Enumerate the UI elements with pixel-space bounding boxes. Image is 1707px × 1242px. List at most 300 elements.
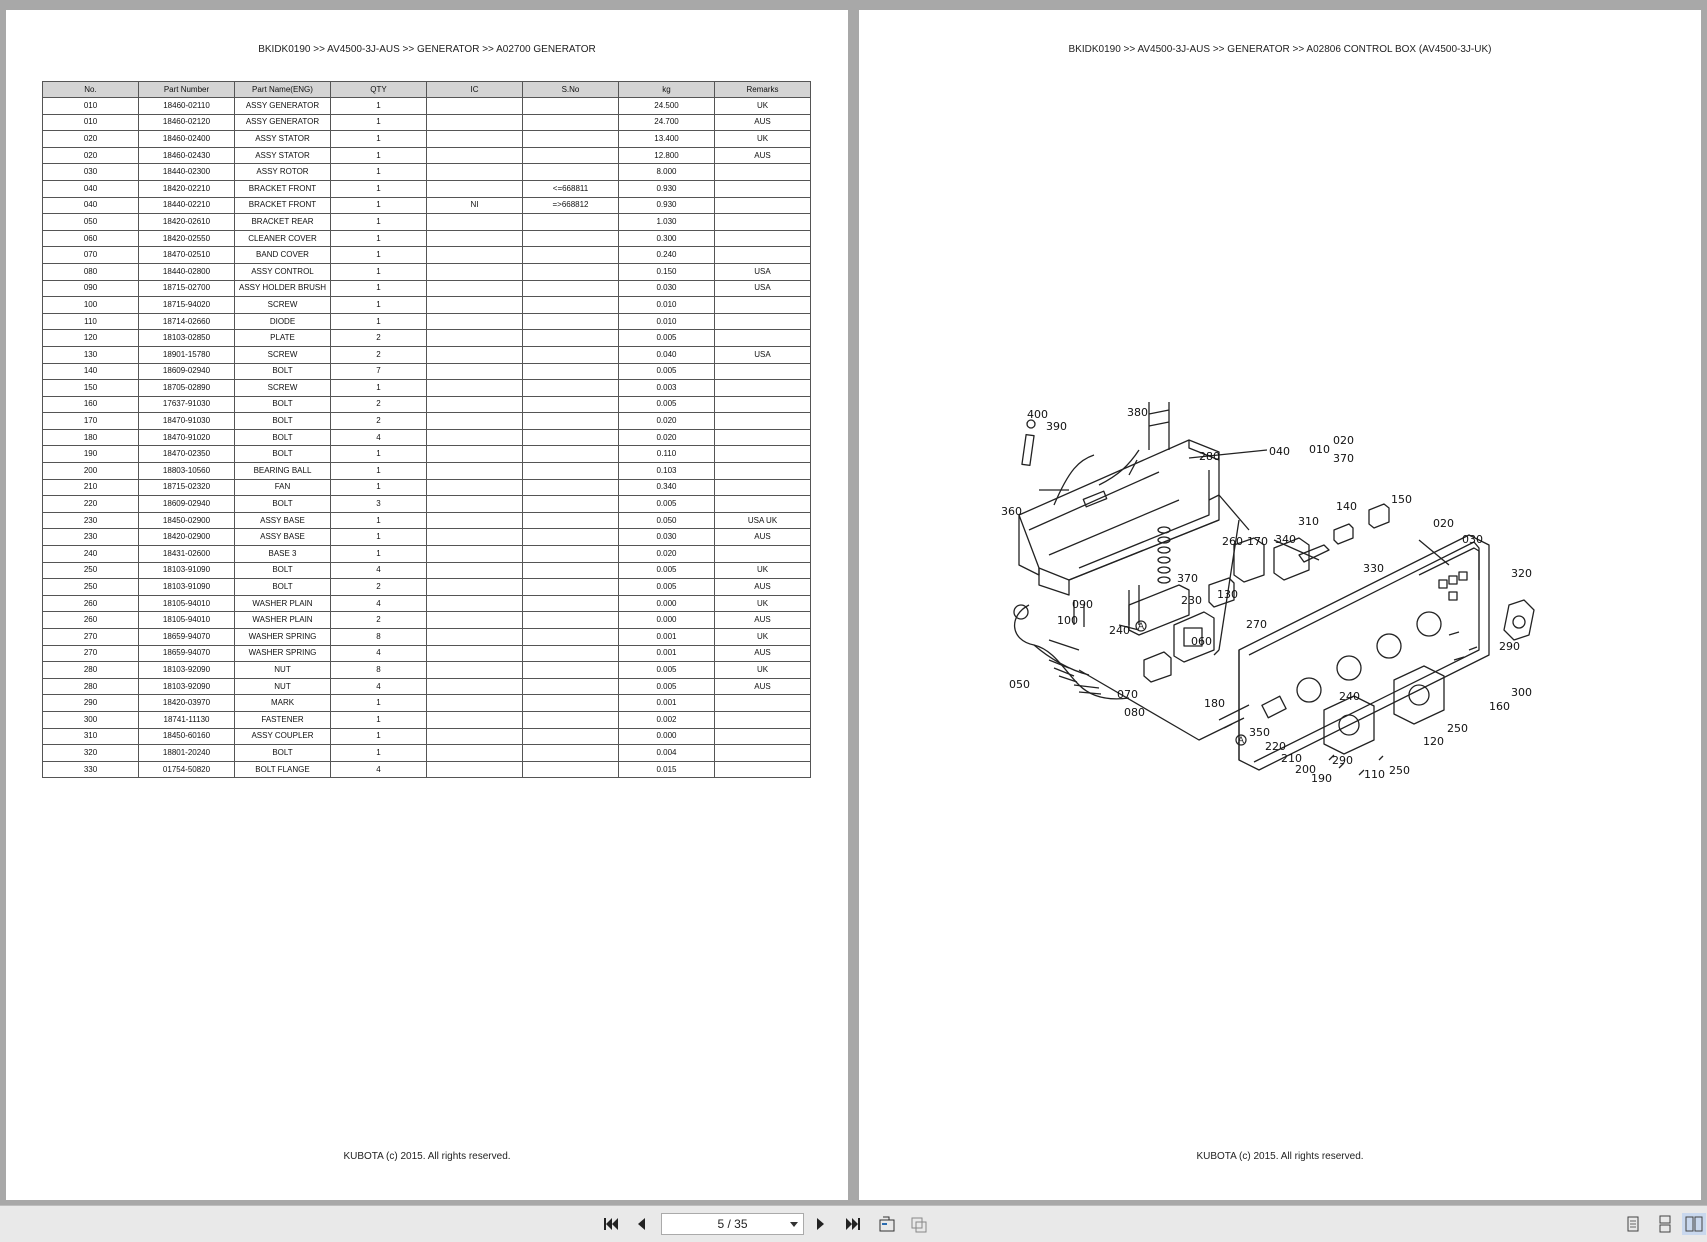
fit-width-icon [909,1215,929,1233]
table-cell: PLATE [235,330,331,347]
table-row [43,214,811,231]
table-cell: AUS [715,529,811,546]
table-cell [427,147,523,164]
table-cell [715,761,811,778]
table-cell: CLEANER COVER [235,230,331,247]
table-cell: 280 [43,678,139,695]
table-cell: 0.240 [619,247,715,264]
table-cell: BOLT [235,363,331,380]
table-cell: 18105-94010 [139,612,235,629]
table-cell [523,313,619,330]
table-cell [427,214,523,231]
table-row [43,629,811,646]
table-cell: 18420-02550 [139,230,235,247]
table-cell: 230 [43,529,139,546]
column-header: kg [619,82,715,98]
callout-label: 190 [1311,772,1332,785]
table-cell: 0.002 [619,711,715,728]
table-cell: BASE 3 [235,546,331,563]
callout-label: 400 [1027,408,1048,421]
table-cell [427,429,523,446]
callout-label: 360 [1001,505,1022,518]
table-cell: 080 [43,263,139,280]
table-cell: DIODE [235,313,331,330]
table-cell: BRACKET REAR [235,214,331,231]
table-cell [523,761,619,778]
table-cell [427,114,523,131]
table-cell: 2 [331,413,427,430]
table-cell: 060 [43,230,139,247]
table-cell: 18715-02320 [139,479,235,496]
callout-label: 060 [1191,635,1212,648]
table-cell: 18450-02900 [139,512,235,529]
callout-label: 350 [1249,726,1270,739]
table-cell: 0.005 [619,678,715,695]
table-cell: 4 [331,595,427,612]
table-cell: SCREW [235,346,331,363]
table-cell: 4 [331,429,427,446]
table-cell: 0.930 [619,180,715,197]
table-cell: 140 [43,363,139,380]
table-cell [427,612,523,629]
table-cell: 0.300 [619,230,715,247]
table-cell: 1 [331,546,427,563]
table-cell: 260 [43,595,139,612]
table-cell: 1 [331,728,427,745]
table-cell: BAND COVER [235,247,331,264]
table-cell [715,496,811,513]
table-cell: BOLT [235,429,331,446]
table-cell: UK [715,629,811,646]
table-cell [523,98,619,115]
table-cell [715,180,811,197]
callout-label: 240 [1109,624,1130,637]
table-cell [427,579,523,596]
callout-label: 050 [1009,678,1030,691]
table-cell [715,479,811,496]
callout-label: 330 [1363,562,1384,575]
table-cell: 18431-02600 [139,546,235,563]
table-cell: ASSY HOLDER BRUSH [235,280,331,297]
table-cell: 18420-03970 [139,695,235,712]
table-cell [523,629,619,646]
last-page-icon [844,1216,862,1232]
table-cell: 1 [331,745,427,762]
table-cell [523,695,619,712]
table-row [43,761,811,778]
callout-label: 210 [1281,752,1302,765]
column-header: No. [43,82,139,98]
continuous-view-button[interactable] [1654,1213,1676,1235]
table-cell: WASHER PLAIN [235,595,331,612]
callout-label: 240 [1339,690,1360,703]
table-cell: 18105-94010 [139,595,235,612]
column-header: QTY [331,82,427,98]
table-cell [427,230,523,247]
table-cell: 0.001 [619,695,715,712]
table-row [43,728,811,745]
table-row [43,429,811,446]
table-cell [715,197,811,214]
table-cell: 1 [331,529,427,546]
fit-width-button[interactable] [908,1213,930,1235]
table-cell: 24.700 [619,114,715,131]
table-cell [427,463,523,480]
table-cell [523,678,619,695]
continuous-page-icon [1657,1215,1673,1233]
table-cell [427,728,523,745]
table-cell: 18470-91020 [139,429,235,446]
table-cell: FASTENER [235,711,331,728]
parts-table [42,81,811,778]
table-cell: 0.000 [619,728,715,745]
table-cell: 170 [43,413,139,430]
callout-label: 180 [1204,697,1225,710]
table-cell: 1 [331,164,427,181]
table-cell: UK [715,131,811,148]
table-cell: 020 [43,147,139,164]
table-cell: 1 [331,214,427,231]
table-cell: 270 [43,645,139,662]
table-cell [523,595,619,612]
table-cell [523,612,619,629]
table-cell: 040 [43,180,139,197]
table-cell: 0.020 [619,546,715,563]
next-page-button[interactable] [810,1213,832,1235]
table-cell: 040 [43,197,139,214]
table-cell [523,711,619,728]
table-cell: FAN [235,479,331,496]
table-cell: 2 [331,612,427,629]
table-cell: MARK [235,695,331,712]
document-page-left [6,10,848,1200]
table-cell: NUT [235,662,331,679]
callout-label: 140 [1336,500,1357,513]
table-cell: 130 [43,346,139,363]
callout-label: 170 [1247,535,1268,548]
callout-label: 040 [1269,445,1290,458]
viewer-toolbar [0,1205,1707,1242]
table-cell: ASSY STATOR [235,147,331,164]
callout-label: 010 [1309,443,1330,456]
table-row [43,678,811,695]
table-cell [523,214,619,231]
table-cell [427,662,523,679]
page-indicator: 5 / 35 [717,1217,748,1231]
table-cell [523,280,619,297]
table-cell [523,446,619,463]
callout-label: 270 [1246,618,1267,631]
table-cell: 0.010 [619,313,715,330]
copyright-footer: KUBOTA (c) 2015. All rights reserved. [1196,1151,1364,1162]
table-cell: 2 [331,346,427,363]
callout-label: 160 [1489,700,1510,713]
table-row [43,363,811,380]
table-cell: 250 [43,562,139,579]
table-cell [715,711,811,728]
table-cell: NUT [235,678,331,695]
table-cell: 18460-02110 [139,98,235,115]
table-cell: 18460-02120 [139,114,235,131]
table-cell: 0.103 [619,463,715,480]
table-cell: 7 [331,363,427,380]
table-cell: 18460-02400 [139,131,235,148]
single-page-view-button[interactable] [1622,1213,1644,1235]
callout-label: 220 [1265,740,1286,753]
table-cell [715,463,811,480]
table-cell: 0.005 [619,579,715,596]
table-cell: 01754-50820 [139,761,235,778]
first-page-icon [602,1216,620,1232]
callout-label: 320 [1511,567,1532,580]
table-cell: 200 [43,463,139,480]
table-cell [523,463,619,480]
table-row [43,595,811,612]
table-cell: 250 [43,579,139,596]
table-cell: BOLT [235,562,331,579]
table-cell: 050 [43,214,139,231]
table-cell: 0.005 [619,396,715,413]
table-cell: 18801-20240 [139,745,235,762]
table-cell: AUS [715,147,811,164]
table-cell: 320 [43,745,139,762]
table-cell: 1 [331,197,427,214]
table-cell: 0.005 [619,562,715,579]
table-cell: BEARING BALL [235,463,331,480]
two-page-icon [1684,1215,1704,1233]
table-cell: 4 [331,761,427,778]
callout-label: 370 [1177,572,1198,585]
last-page-button[interactable] [842,1213,864,1235]
table-cell: 0.000 [619,612,715,629]
table-cell [523,413,619,430]
table-cell: 0.005 [619,496,715,513]
table-cell: 8 [331,629,427,646]
table-cell: 1 [331,297,427,314]
callout-label: 260 [1222,535,1243,548]
table-cell: 1 [331,313,427,330]
callout-label: 100 [1057,614,1078,627]
table-cell: BOLT [235,446,331,463]
table-cell [427,479,523,496]
table-cell [523,330,619,347]
breadcrumb: BKIDK0190 >> AV4500-3J-AUS >> GENERATOR >> A02806 CONTROL BOX (AV4500-3J-UK) [1068,44,1492,55]
table-cell: 18103-92090 [139,678,235,695]
table-cell: WASHER SPRING [235,629,331,646]
table-cell [427,247,523,264]
previous-page-icon [634,1216,648,1232]
table-cell: 0.015 [619,761,715,778]
table-cell [427,595,523,612]
table-row [43,280,811,297]
callout-label: 340 [1275,533,1296,546]
table-cell [427,711,523,728]
chevron-down-icon [790,1222,798,1227]
table-cell: 24.500 [619,98,715,115]
table-cell [715,330,811,347]
table-cell: NI [427,197,523,214]
copyright-footer: KUBOTA (c) 2015. All rights reserved. [343,1151,511,1162]
table-cell: 150 [43,380,139,397]
table-cell: 1 [331,380,427,397]
table-cell: 120 [43,330,139,347]
table-cell [523,297,619,314]
table-cell [715,396,811,413]
document-page-right [859,10,1701,1200]
table-cell: 1 [331,131,427,148]
table-cell: AUS [715,114,811,131]
table-cell: 18440-02210 [139,197,235,214]
table-cell: 18715-94020 [139,297,235,314]
table-cell [715,413,811,430]
column-header: Remarks [715,82,811,98]
table-cell [523,579,619,596]
table-cell [715,363,811,380]
table-cell [523,562,619,579]
table-cell: ASSY STATOR [235,131,331,148]
callout-label: 200 [1295,763,1316,776]
table-cell: 18420-02210 [139,180,235,197]
table-cell [523,363,619,380]
table-cell: 18450-60160 [139,728,235,745]
table-cell: 1 [331,263,427,280]
table-cell [715,164,811,181]
table-cell [715,446,811,463]
table-row [43,131,811,148]
table-cell: WASHER SPRING [235,645,331,662]
table-cell: 17637-91030 [139,396,235,413]
column-header: IC [427,82,523,98]
table-cell: USA [715,346,811,363]
table-cell: 1 [331,479,427,496]
table-cell: 0.005 [619,363,715,380]
table-cell: AUS [715,645,811,662]
table-cell: USA UK [715,512,811,529]
table-cell: 18103-91090 [139,562,235,579]
table-cell [427,180,523,197]
table-cell [427,313,523,330]
table-cell [715,230,811,247]
table-cell [715,380,811,397]
two-page-view-button[interactable] [1682,1213,1706,1235]
table-cell: 260 [43,612,139,629]
table-row [43,546,811,563]
table-cell [523,396,619,413]
callout-label: 310 [1298,515,1319,528]
table-cell: 1 [331,711,427,728]
table-cell [427,761,523,778]
table-row [43,346,811,363]
table-cell: ASSY COUPLER [235,728,331,745]
table-cell [427,645,523,662]
table-cell: 18715-02700 [139,280,235,297]
table-cell: 310 [43,728,139,745]
table-row [43,98,811,115]
fit-page-icon [877,1215,897,1233]
table-cell: 18741-11130 [139,711,235,728]
table-row [43,263,811,280]
table-cell [715,745,811,762]
table-cell: 0.004 [619,745,715,762]
table-cell: 180 [43,429,139,446]
table-cell: 270 [43,629,139,646]
table-cell [715,247,811,264]
callout-label: 370 [1333,452,1354,465]
table-cell: 18440-02300 [139,164,235,181]
table-cell: 18470-91030 [139,413,235,430]
table-cell: 230 [43,512,139,529]
table-cell: 18901-15780 [139,346,235,363]
callout-label: 250 [1447,722,1468,735]
table-cell [523,429,619,446]
table-cell: 0.020 [619,429,715,446]
table-cell: 18103-02850 [139,330,235,347]
table-cell: 0.001 [619,629,715,646]
table-cell: 030 [43,164,139,181]
callout-label: 130 [1217,588,1238,601]
table-cell [715,297,811,314]
table-row [43,380,811,397]
table-row [43,512,811,529]
table-cell: 1 [331,463,427,480]
callout-label: 380 [1127,406,1148,419]
table-cell: 18659-94070 [139,629,235,646]
table-cell [523,380,619,397]
table-cell: 4 [331,678,427,695]
table-cell [523,346,619,363]
fit-page-button[interactable] [876,1213,898,1235]
column-header: S.No [523,82,619,98]
table-cell: 1 [331,280,427,297]
table-cell: ASSY BASE [235,512,331,529]
first-page-button[interactable] [600,1213,622,1235]
table-cell: UK [715,662,811,679]
table-cell [427,678,523,695]
table-cell: 1 [331,147,427,164]
callout-label: 020 [1333,434,1354,447]
table-row [43,313,811,330]
table-cell: 090 [43,280,139,297]
table-cell: 18440-02800 [139,263,235,280]
table-cell: 18609-02940 [139,363,235,380]
table-cell: 2 [331,579,427,596]
table-cell [427,297,523,314]
table-cell [715,728,811,745]
table-row [43,114,811,131]
previous-page-button[interactable] [630,1213,652,1235]
table-cell: 0.001 [619,645,715,662]
table-cell: BRACKET FRONT [235,180,331,197]
table-cell: 210 [43,479,139,496]
table-row [43,745,811,762]
table-cell: 12.800 [619,147,715,164]
table-cell: 8 [331,662,427,679]
page-number-field[interactable] [661,1213,804,1235]
table-cell: 2 [331,396,427,413]
table-row [43,446,811,463]
table-cell: 0.150 [619,263,715,280]
table-cell [523,479,619,496]
table-cell: UK [715,562,811,579]
table-cell: ASSY CONTROL [235,263,331,280]
table-cell: 0.110 [619,446,715,463]
table-cell: 0.040 [619,346,715,363]
table-cell: 2 [331,330,427,347]
table-cell: 220 [43,496,139,513]
table-cell [715,313,811,330]
table-cell: 1 [331,446,427,463]
table-header-row [43,82,811,98]
